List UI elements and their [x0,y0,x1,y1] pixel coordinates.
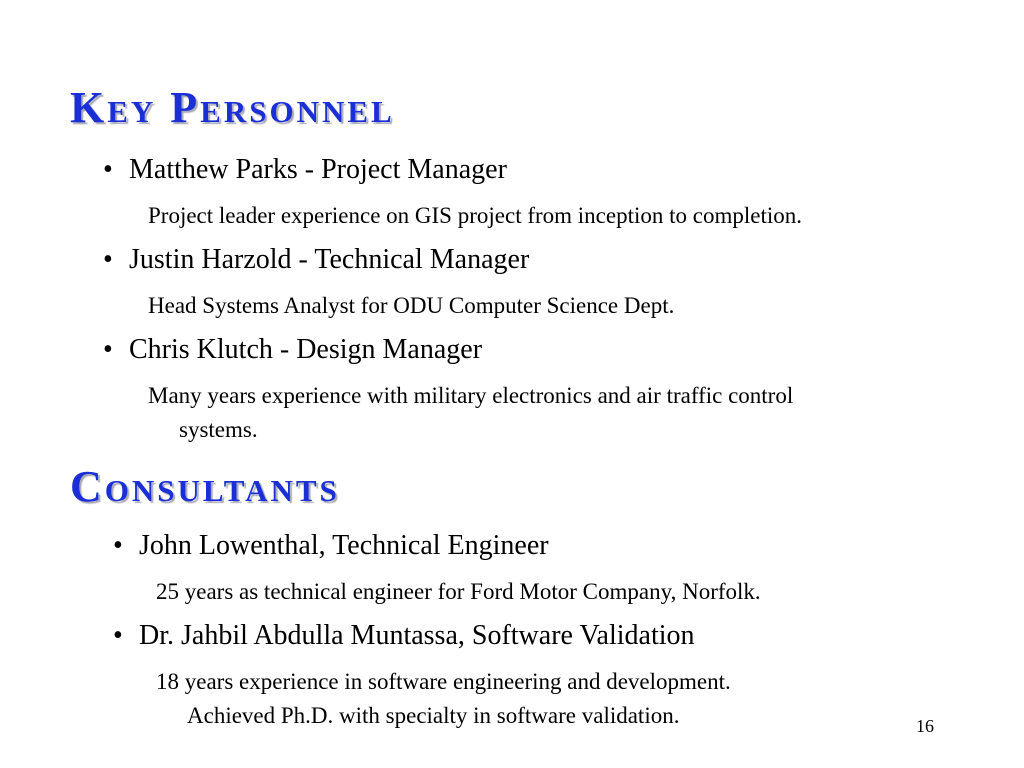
personnel-item-matthew-parks [103,156,507,184]
bullet-icon: • [103,154,113,185]
consultant-name: John Lowenthal, Technical Engineer [139,530,549,561]
bullet-icon: • [103,334,113,365]
consultant-detail: 25 years as technical engineer for Ford Motor Company, Norfolk. [156,579,761,604]
personnel-detail: Project leader experience on GIS project from inception to completion. [148,203,802,228]
personnel-detail-line: Many years experience with military electronics and air traffic control [148,383,794,408]
bullet-icon: • [103,244,113,275]
personnel-detail-line: systems. [179,417,258,442]
personnel-name: Matthew Parks - Project Manager [129,154,507,185]
bullet-icon: • [113,530,123,561]
page-number: 16 [916,716,934,736]
consultants-heading: Consultants [70,462,340,511]
personnel-name: Justin Harzold - Technical Manager [129,244,530,275]
consultant-detail-line: Achieved Ph.D. with specialty in software validation. [187,703,680,728]
consultant-item-jahbil-muntassa [113,622,695,650]
personnel-item-chris-klutch [103,336,482,364]
personnel-item-justin-harzold [103,246,529,274]
consultant-item-john-lowenthal [113,532,549,560]
consultant-detail-line: 18 years experience in software engineering and development. [156,669,731,694]
personnel-name: Chris Klutch - Design Manager [129,334,483,365]
consultant-name: Dr. Jahbil Abdulla Muntassa, Software Validation [139,620,695,651]
personnel-detail: Head Systems Analyst for ODU Computer Science Dept. [148,293,675,318]
consultant-detail [156,665,916,733]
key-personnel-heading: Key Personnel [70,83,395,132]
bullet-icon: • [113,620,123,651]
personnel-detail [148,379,948,447]
